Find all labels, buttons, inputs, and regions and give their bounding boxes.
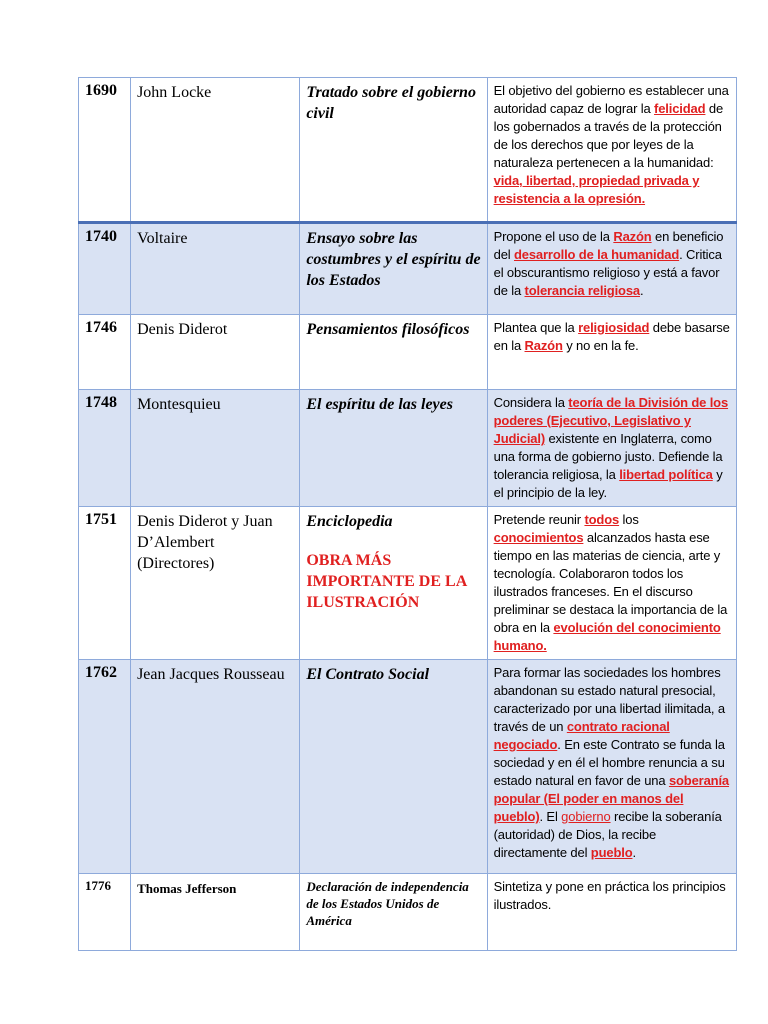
table-row bbox=[79, 390, 737, 507]
work-cell: Pensamientos filosóficos bbox=[300, 315, 487, 390]
highlighted-term: religiosidad bbox=[578, 320, 650, 335]
year-cell: 1740 bbox=[79, 223, 131, 315]
table-row bbox=[79, 78, 737, 223]
highlighted-term: Razón bbox=[613, 229, 652, 244]
highlighted-term: vida, libertad, propiedad privada y resistencia a la opresión. bbox=[493, 173, 700, 206]
description-cell bbox=[487, 507, 736, 660]
description-text: alcanzados hasta ese tiempo en las materias de ciencia, arte y tecnología. Colaboraron todos los ilustrados franceses. En el discurso preliminar se destaca la importancia de la obra en la bbox=[493, 530, 728, 635]
description-cell bbox=[487, 78, 736, 223]
description-text: El objetivo del gobierno es establecer una autoridad capaz de lograr la bbox=[493, 83, 729, 116]
description-text: y el principio de la ley. bbox=[493, 467, 723, 500]
description-text: . bbox=[632, 845, 636, 860]
highlighted-term: desarrollo de la humanidad bbox=[513, 247, 680, 262]
description-cell bbox=[487, 315, 736, 390]
year-cell: 1748 bbox=[79, 390, 131, 507]
author-cell: Jean Jacques Rousseau bbox=[131, 660, 300, 874]
description-text: de los gobernados a través de la protección de los derechos que por leyes de la naturaleza pertenecen a la humanidad: bbox=[493, 101, 724, 170]
description-text: . Critica el obscurantismo religioso y está a favor de la bbox=[493, 247, 722, 298]
description-cell bbox=[487, 874, 736, 951]
highlighted-term: todos bbox=[584, 512, 620, 527]
table-row bbox=[79, 223, 737, 315]
highlighted-term: felicidad bbox=[654, 101, 706, 116]
enlightenment-table bbox=[78, 77, 737, 951]
description-text: Plantea que la bbox=[493, 320, 579, 335]
highlighted-term: Razón bbox=[524, 338, 563, 353]
work-cell: El Contrato Social bbox=[300, 660, 487, 874]
highlighted-term: soberanía popular (El poder en manos del pueblo) bbox=[493, 773, 730, 824]
highlighted-term: gobierno bbox=[561, 809, 611, 824]
description-text: Para formar las sociedades los hombres abandonan su estado natural presocial, caracterizado por una libertad ilimitada, a través de un bbox=[493, 665, 725, 734]
description-text: Propone el uso de la bbox=[493, 229, 614, 244]
year-cell: 1746 bbox=[79, 315, 131, 390]
description-text: . bbox=[640, 283, 644, 298]
year-cell: 1762 bbox=[79, 660, 131, 874]
work-cell: Tratado sobre el gobierno civil bbox=[300, 78, 487, 223]
description-text: Pretende reunir bbox=[493, 512, 585, 527]
description-text: en beneficio del bbox=[493, 229, 724, 262]
description-text: Considera la bbox=[493, 395, 569, 410]
table-row bbox=[79, 315, 737, 390]
highlighted-term: pueblo bbox=[590, 845, 633, 860]
author-cell: Thomas Jefferson bbox=[131, 874, 300, 951]
author-cell: Denis Diderot bbox=[131, 315, 300, 390]
highlighted-term: evolución del conocimiento humano. bbox=[493, 620, 721, 653]
description-text: y no en la fe. bbox=[562, 338, 639, 353]
author-cell: John Locke bbox=[131, 78, 300, 223]
author-cell: Denis Diderot y Juan D’Alembert (Directores) bbox=[131, 507, 300, 660]
description-text: los bbox=[619, 512, 639, 527]
description-text: recibe la soberanía (autoridad) de Dios, la recibe directamente del bbox=[493, 809, 722, 860]
description-text: Sintetiza y pone en práctica los principios ilustrados. bbox=[493, 879, 726, 912]
description-cell bbox=[487, 660, 736, 874]
highlighted-term: conocimientos bbox=[493, 530, 584, 545]
highlighted-term: tolerancia religiosa bbox=[524, 283, 641, 298]
description-text: debe basarse en la bbox=[493, 320, 730, 353]
description-text: . En este Contrato se funda la sociedad y en él el hombre renuncia a su estado natural en favor de una bbox=[493, 737, 725, 788]
year-cell: 1690 bbox=[79, 78, 131, 223]
author-cell: Voltaire bbox=[131, 223, 300, 315]
work-cell: Ensayo sobre las costumbres y el espíritu de los Estados bbox=[300, 223, 487, 315]
year-cell: 1751 bbox=[79, 507, 131, 660]
description-text: existente en Inglaterra, como una forma de gobierno justo. Defiende la tolerancia religiosa, la bbox=[493, 431, 723, 482]
work-cell: Declaración de independencia de los Estados Unidos de América bbox=[300, 874, 487, 951]
work-title: Enciclopedia bbox=[306, 513, 393, 530]
work-note: OBRA MÁS IMPORTANTE DE LA ILUSTRACIÓN bbox=[306, 552, 467, 611]
year-cell: 1776 bbox=[79, 874, 131, 951]
highlighted-term: contrato racional negociado bbox=[493, 719, 670, 752]
description-text: . El bbox=[539, 809, 562, 824]
work-cell: El espíritu de las leyes bbox=[300, 390, 487, 507]
highlighted-term: teoría de la División de los poderes (Ejecutivo, Legislativo y Judicial) bbox=[493, 395, 729, 446]
description-cell bbox=[487, 390, 736, 507]
table-row bbox=[79, 507, 737, 660]
table-row bbox=[79, 660, 737, 874]
work-cell bbox=[300, 507, 487, 660]
description-cell bbox=[487, 223, 736, 315]
author-cell: Montesquieu bbox=[131, 390, 300, 507]
highlighted-term: libertad política bbox=[619, 467, 713, 482]
table-row bbox=[79, 874, 737, 951]
